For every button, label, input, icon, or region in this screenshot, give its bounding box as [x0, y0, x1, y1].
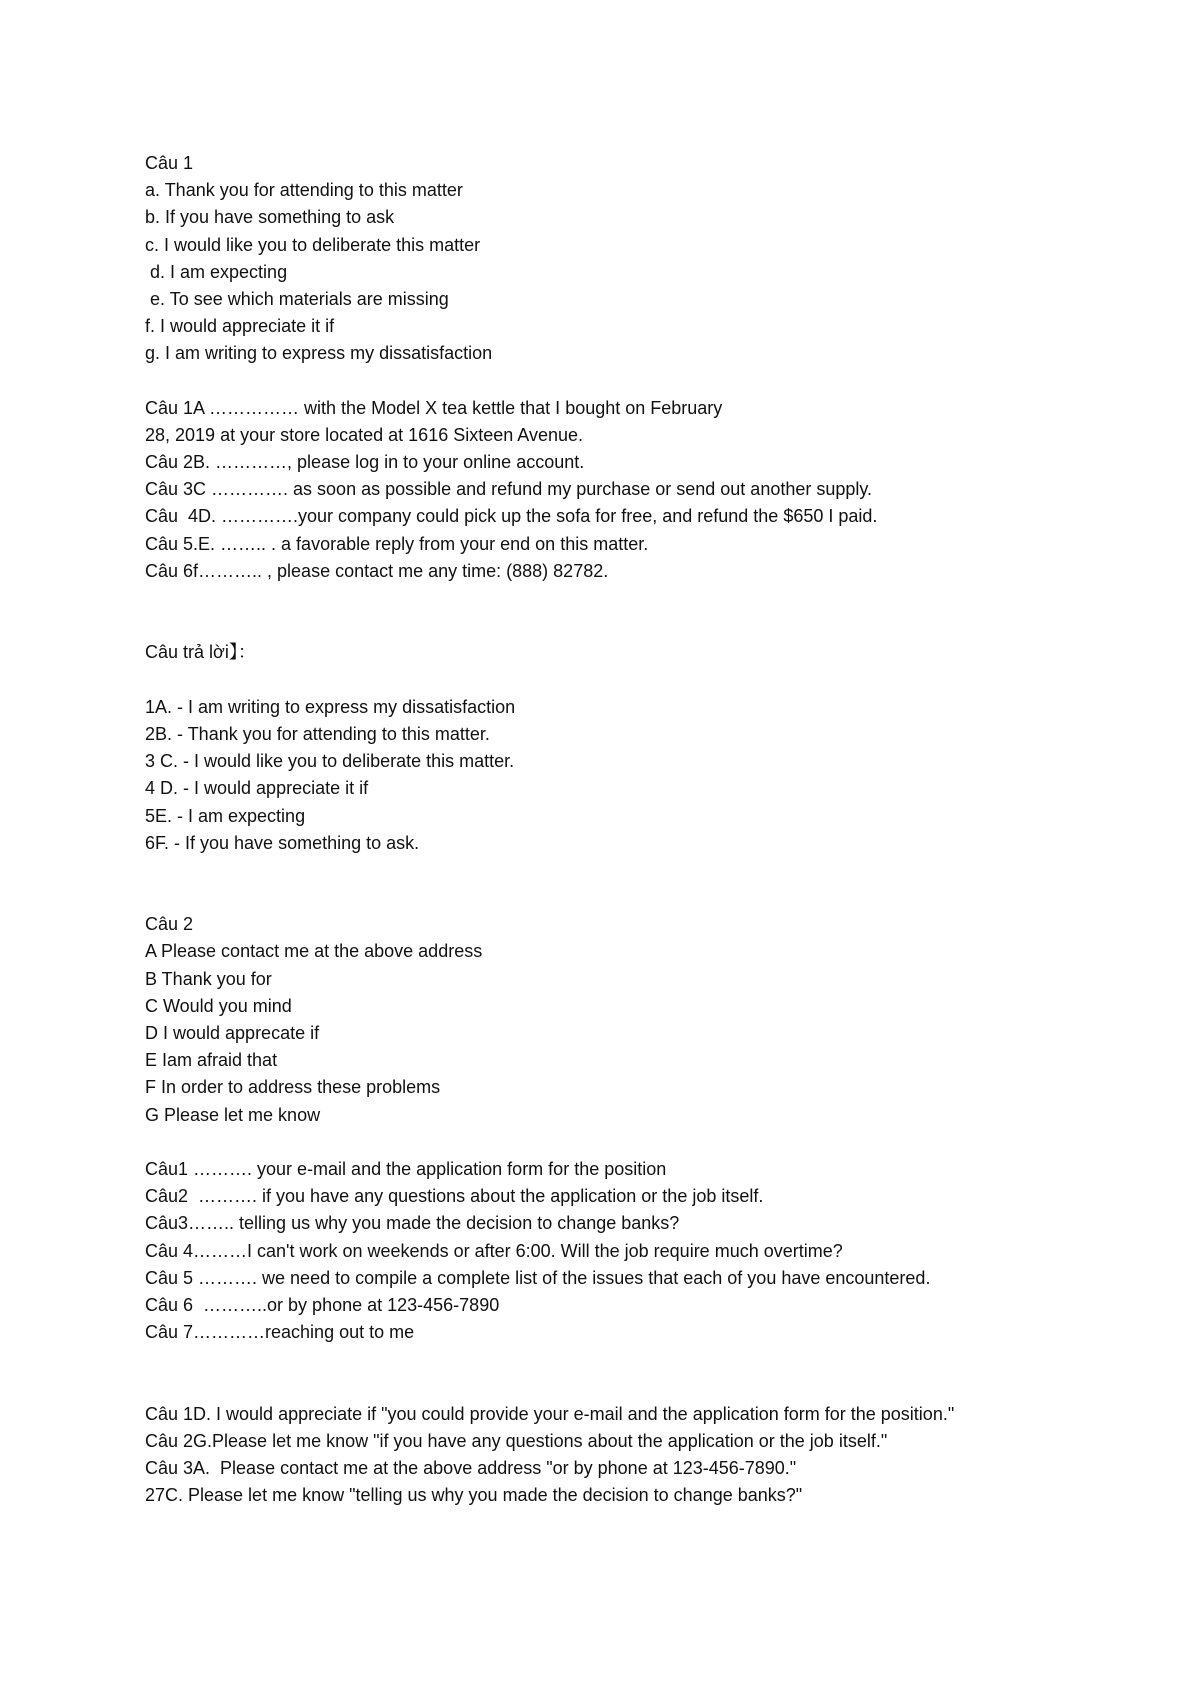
q2-option-d: D I would apprecate if — [145, 1023, 320, 1044]
q2-question-2: Câu2 ………. if you have any questions about the application or the job itself. — [145, 1186, 764, 1207]
q1-option-d: d. I am expecting — [145, 261, 288, 282]
q2-question-4: Câu 4………I can't work on weekends or after 6:00. Will the job require much overtime? — [145, 1240, 843, 1261]
q1-question-6f: Câu 6f……….. , please contact me any time: (888) 82782. — [145, 560, 609, 581]
q2-question-5: Câu 5 ………. we need to compile a complete list of the issues that each of you have encountered. — [145, 1267, 931, 1288]
q2-option-a: A Please contact me at the above address — [145, 941, 483, 962]
q1-option-f: f. I would appreciate it if — [145, 316, 335, 337]
q2-answer-1d: Câu 1D. I would appreciate if "you could provide your e-mail and the application form for the position." — [145, 1403, 955, 1424]
q2-option-e: E Iam afraid that — [145, 1050, 278, 1071]
q1-answer-6f: 6F. - If you have something to ask. — [145, 832, 420, 853]
q2-question-7: Câu 7…………reaching out to me — [145, 1322, 415, 1343]
q1-option-e: e. To see which materials are missing — [145, 288, 449, 309]
q2-question-6: Câu 6 ………..or by phone at 123-456-7890 — [145, 1294, 500, 1315]
q1-option-a: a. Thank you for attending to this matter — [145, 180, 463, 201]
q1-question-1a: Câu 1A …………… with the Model X tea kettle that I bought on February — [145, 397, 723, 418]
q1-question-1a-cont: 28, 2019 at your store located at 1616 Sixteen Avenue. — [145, 424, 583, 445]
document-content — [145, 150, 1045, 1509]
q1-question-5e: Câu 5.E. …….. . a favorable reply from your end on this matter. — [145, 533, 649, 554]
q2-answer-3a: Câu 3A. Please contact me at the above address "or by phone at 123-456-7890." — [145, 1458, 797, 1479]
q2-option-g: G Please let me know — [145, 1104, 321, 1125]
q1-option-g: g. I am writing to express my dissatisfaction — [145, 343, 493, 364]
q2-option-b: B Thank you for — [145, 968, 272, 989]
q1-question-3c: Câu 3C …………. as soon as possible and refund my purchase or send out another supply. — [145, 479, 873, 500]
q2-title: Câu 2 — [145, 914, 194, 935]
q1-option-b: b. If you have something to ask — [145, 207, 395, 228]
q1-answer-2b: 2B. - Thank you for attending to this matter. — [145, 723, 490, 744]
q1-answer-5e: 5E. - I am expecting — [145, 805, 306, 826]
q1-answer-heading: Câu trả lời】： — [145, 642, 256, 663]
q1-title: Câu 1 — [145, 153, 194, 173]
q2-option-c: C Would you mind — [145, 995, 292, 1016]
q2-question-1: Câu1 ………. your e-mail and the application form for the position — [145, 1158, 667, 1179]
q1-answer-4d: 4 D. - I would appreciate it if — [145, 778, 369, 799]
q2-question-3: Câu3…….. telling us why you made the decision to change banks? — [145, 1213, 680, 1234]
q1-answer-3c: 3 C. - I would like you to deliberate this matter. — [145, 751, 515, 772]
q1-question-4d: Câu 4D. ………….your company could pick up the sofa for free, and refund the $650 I paid. — [145, 506, 878, 527]
q2-option-f: F In order to address these problems — [145, 1077, 441, 1098]
q1-option-c: c. I would like you to deliberate this matter — [145, 234, 481, 255]
q2-answer-2g: Câu 2G.Please let me know "if you have any questions about the application or the job itself." — [145, 1430, 888, 1451]
q1-answer-1a: 1A. - I am writing to express my dissatisfaction — [145, 696, 516, 717]
q1-question-2b: Câu 2B. …………, please log in to your online account. — [145, 452, 585, 473]
q2-answer-27c: 27C. Please let me know "telling us why you made the decision to change banks?" — [145, 1485, 803, 1506]
